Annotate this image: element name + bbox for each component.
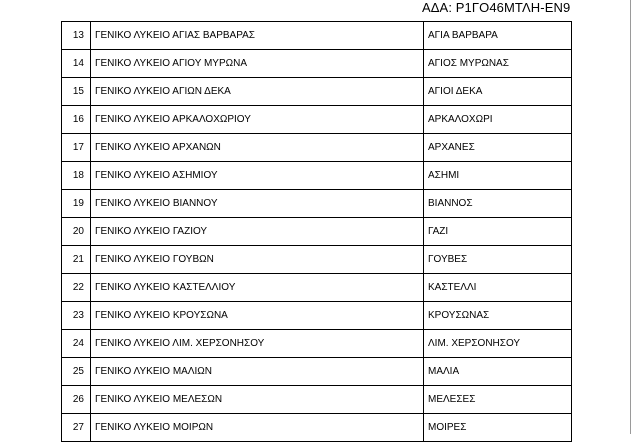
table-row [62, 78, 571, 106]
row-number: 16 [62, 106, 91, 133]
table-row [62, 218, 571, 246]
row-number: 15 [62, 78, 91, 105]
school-location: ΑΓΙΟΙ ΔΕΚΑ [428, 86, 483, 97]
schools-table [61, 21, 572, 442]
school-location: ΜΟΙΡΕΣ [428, 422, 467, 433]
table-row [62, 274, 571, 302]
row-number: 24 [62, 330, 91, 357]
document-ada-code: ΑΔΑ: Ρ1ΓΟ46ΜΤΛΗ-ΕΝ9 [422, 0, 571, 15]
row-number: 26 [62, 386, 91, 413]
row-number: 27 [62, 414, 91, 441]
school-name: ΓΕΝΙΚΟ ΛΥΚΕΙΟ ΒΙΑΝΝΟΥ [91, 190, 424, 217]
row-number: 13 [62, 22, 91, 49]
row-number: 14 [62, 50, 91, 77]
school-location: ΑΡΧΑΝΕΣ [428, 142, 475, 153]
school-location: ΚΑΣΤΕΛΛΙ [428, 282, 477, 293]
school-name: ΓΕΝΙΚΟ ΛΥΚΕΙΟ ΑΓΙΑΣ ΒΑΡΒΑΡΑΣ [91, 22, 424, 49]
school-name: ΓΕΝΙΚΟ ΛΥΚΕΙΟ ΑΣΗΜΙΟΥ [91, 162, 424, 189]
row-number: 22 [62, 274, 91, 301]
school-name: ΓΕΝΙΚΟ ΛΥΚΕΙΟ ΑΓΙΟΥ ΜΥΡΩΝΑ [91, 50, 424, 77]
school-location: ΓΑΖΙ [428, 226, 449, 237]
row-number: 19 [62, 190, 91, 217]
school-name: ΓΕΝΙΚΟ ΛΥΚΕΙΟ ΓΟΥΒΩΝ [91, 246, 424, 273]
table-row [62, 358, 571, 386]
table-row [62, 190, 571, 218]
table-row [62, 162, 571, 190]
table-row [62, 106, 571, 134]
school-location: ΛΙΜ. ΧΕΡΣΟΝΗΣΟΥ [428, 338, 521, 349]
table-row [62, 386, 571, 414]
table-row [62, 302, 571, 330]
row-number: 21 [62, 246, 91, 273]
school-location: ΑΓΙΟΣ ΜΥΡΩΝΑΣ [428, 58, 509, 69]
school-name: ΓΕΝΙΚΟ ΛΥΚΕΙΟ ΑΡΚΑΛΟΧΩΡΙΟΥ [91, 106, 424, 133]
school-name: ΓΕΝΙΚΟ ΛΥΚΕΙΟ ΜΕΛΕΣΩΝ [91, 386, 424, 413]
school-name: ΓΕΝΙΚΟ ΛΥΚΕΙΟ ΚΡΟΥΣΩΝΑ [91, 302, 424, 329]
school-name: ΓΕΝΙΚΟ ΛΥΚΕΙΟ ΜΑΛΙΩΝ [91, 358, 424, 385]
row-number: 18 [62, 162, 91, 189]
school-name: ΓΕΝΙΚΟ ΛΥΚΕΙΟ ΑΓΙΩΝ ΔΕΚΑ [91, 78, 424, 105]
row-number: 17 [62, 134, 91, 161]
table-row [62, 134, 571, 162]
school-name: ΓΕΝΙΚΟ ΛΥΚΕΙΟ ΓΑΖΙΟΥ [91, 218, 424, 245]
school-location: ΓΟΥΒΕΣ [428, 254, 468, 265]
table-row [62, 50, 571, 78]
school-name: ΓΕΝΙΚΟ ΛΥΚΕΙΟ ΚΑΣΤΕΛΛΙΟΥ [91, 274, 424, 301]
school-name: ΓΕΝΙΚΟ ΛΥΚΕΙΟ ΑΡΧΑΝΩΝ [91, 134, 424, 161]
table-row [62, 22, 571, 50]
school-location: ΜΑΛΙΑ [428, 366, 460, 377]
page-edge-divider [630, 0, 631, 434]
school-location: ΜΕΛΕΣΕΣ [428, 394, 476, 405]
table-row [62, 414, 571, 442]
school-location: ΚΡΟΥΣΩΝΑΣ [428, 310, 490, 321]
school-name: ΓΕΝΙΚΟ ΛΥΚΕΙΟ ΛΙΜ. ΧΕΡΣΟΝΗΣΟΥ [91, 330, 424, 357]
school-location: ΑΡΚΑΛΟΧΩΡΙ [428, 114, 493, 125]
table-row [62, 330, 571, 358]
table-row [62, 246, 571, 274]
row-number: 20 [62, 218, 91, 245]
school-location: ΑΣΗΜΙ [428, 170, 460, 181]
school-location: ΑΓΙΑ ΒΑΡΒΑΡΑ [428, 30, 498, 41]
row-number: 23 [62, 302, 91, 329]
row-number: 25 [62, 358, 91, 385]
school-name: ΓΕΝΙΚΟ ΛΥΚΕΙΟ ΜΟΙΡΩΝ [91, 414, 424, 441]
school-location: ΒΙΑΝΝΟΣ [428, 198, 473, 209]
